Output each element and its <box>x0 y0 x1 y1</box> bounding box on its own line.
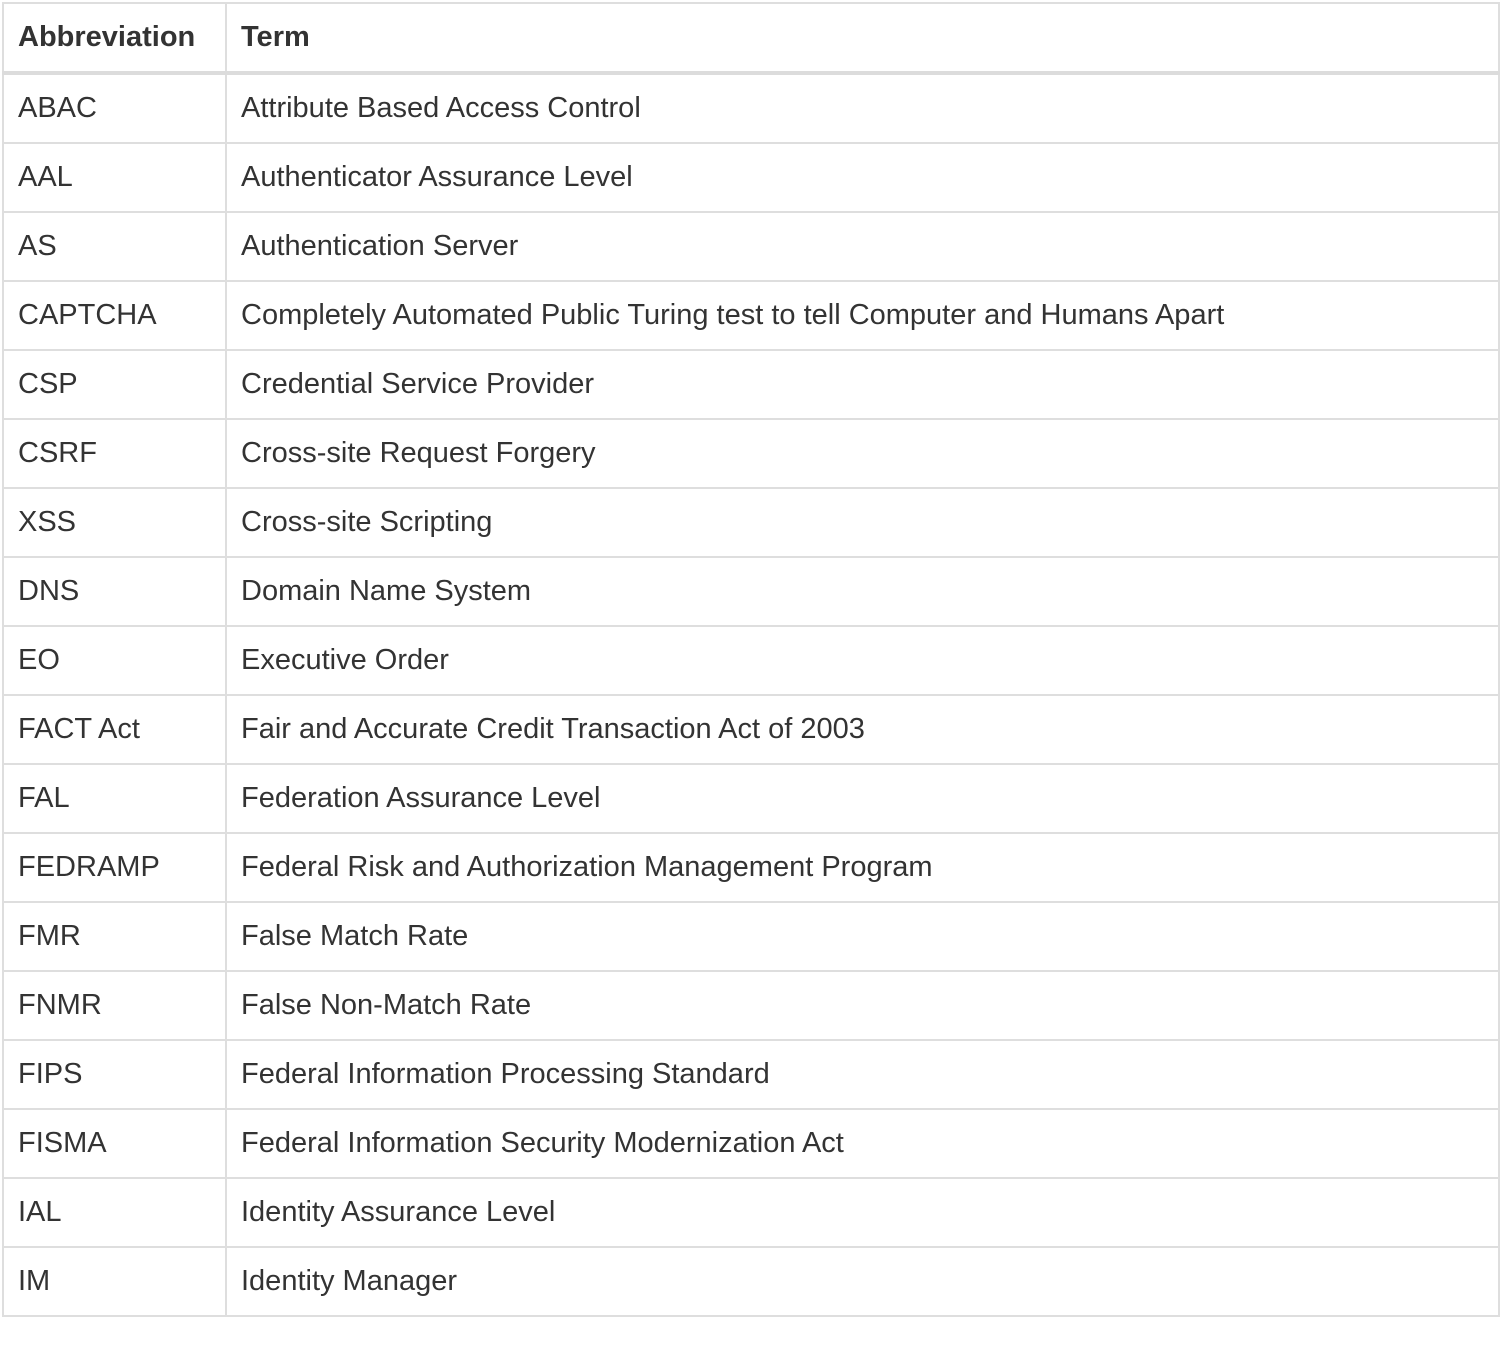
abbreviation-cell: FMR <box>3 902 226 971</box>
table-row <box>3 1247 1499 1316</box>
table-row <box>3 488 1499 557</box>
table-row <box>3 971 1499 1040</box>
term-cell: False Non-Match Rate <box>226 971 1499 1040</box>
abbreviation-cell: CAPTCHA <box>3 281 226 350</box>
term-cell: False Match Rate <box>226 902 1499 971</box>
abbreviations-table <box>2 2 1500 1317</box>
abbreviation-cell: FISMA <box>3 1109 226 1178</box>
abbreviation-cell: EO <box>3 626 226 695</box>
abbreviation-cell: AS <box>3 212 226 281</box>
term-cell: Identity Manager <box>226 1247 1499 1316</box>
table-row <box>3 1040 1499 1109</box>
abbreviation-cell: DNS <box>3 557 226 626</box>
header-term: Term <box>226 3 1499 73</box>
table-row <box>3 695 1499 764</box>
term-cell: Identity Assurance Level <box>226 1178 1499 1247</box>
term-cell: Federal Information Processing Standard <box>226 1040 1499 1109</box>
table-row <box>3 626 1499 695</box>
abbreviation-cell: CSRF <box>3 419 226 488</box>
table-row <box>3 902 1499 971</box>
term-cell: Attribute Based Access Control <box>226 73 1499 143</box>
term-cell: Authentication Server <box>226 212 1499 281</box>
term-cell: Cross-site Request Forgery <box>226 419 1499 488</box>
table-row <box>3 1109 1499 1178</box>
table-row <box>3 419 1499 488</box>
abbreviation-cell: FNMR <box>3 971 226 1040</box>
table-row <box>3 350 1499 419</box>
table-row <box>3 73 1499 143</box>
table-row <box>3 281 1499 350</box>
term-cell: Fair and Accurate Credit Transaction Act of 2003 <box>226 695 1499 764</box>
abbreviation-cell: AAL <box>3 143 226 212</box>
table-body <box>3 73 1499 1316</box>
abbreviation-cell: FIPS <box>3 1040 226 1109</box>
term-cell: Authenticator Assurance Level <box>226 143 1499 212</box>
abbreviation-cell: FAL <box>3 764 226 833</box>
abbreviation-cell: FACT Act <box>3 695 226 764</box>
abbreviation-cell: CSP <box>3 350 226 419</box>
table-header <box>3 3 1499 73</box>
table-row <box>3 1178 1499 1247</box>
abbreviation-cell: IAL <box>3 1178 226 1247</box>
term-cell: Completely Automated Public Turing test to tell Computer and Humans Apart <box>226 281 1499 350</box>
abbreviation-cell: ABAC <box>3 73 226 143</box>
term-cell: Credential Service Provider <box>226 350 1499 419</box>
term-cell: Domain Name System <box>226 557 1499 626</box>
table-row <box>3 833 1499 902</box>
term-cell: Executive Order <box>226 626 1499 695</box>
term-cell: Cross-site Scripting <box>226 488 1499 557</box>
table-row <box>3 764 1499 833</box>
term-cell: Federal Risk and Authorization Management Program <box>226 833 1499 902</box>
abbreviation-cell: XSS <box>3 488 226 557</box>
abbreviation-cell: FEDRAMP <box>3 833 226 902</box>
header-row <box>3 3 1499 73</box>
header-abbreviation: Abbreviation <box>3 3 226 73</box>
table-row <box>3 212 1499 281</box>
table-row <box>3 557 1499 626</box>
abbreviations-table-container <box>2 2 1498 1317</box>
term-cell: Federation Assurance Level <box>226 764 1499 833</box>
table-row <box>3 143 1499 212</box>
abbreviation-cell: IM <box>3 1247 226 1316</box>
term-cell: Federal Information Security Modernization Act <box>226 1109 1499 1178</box>
